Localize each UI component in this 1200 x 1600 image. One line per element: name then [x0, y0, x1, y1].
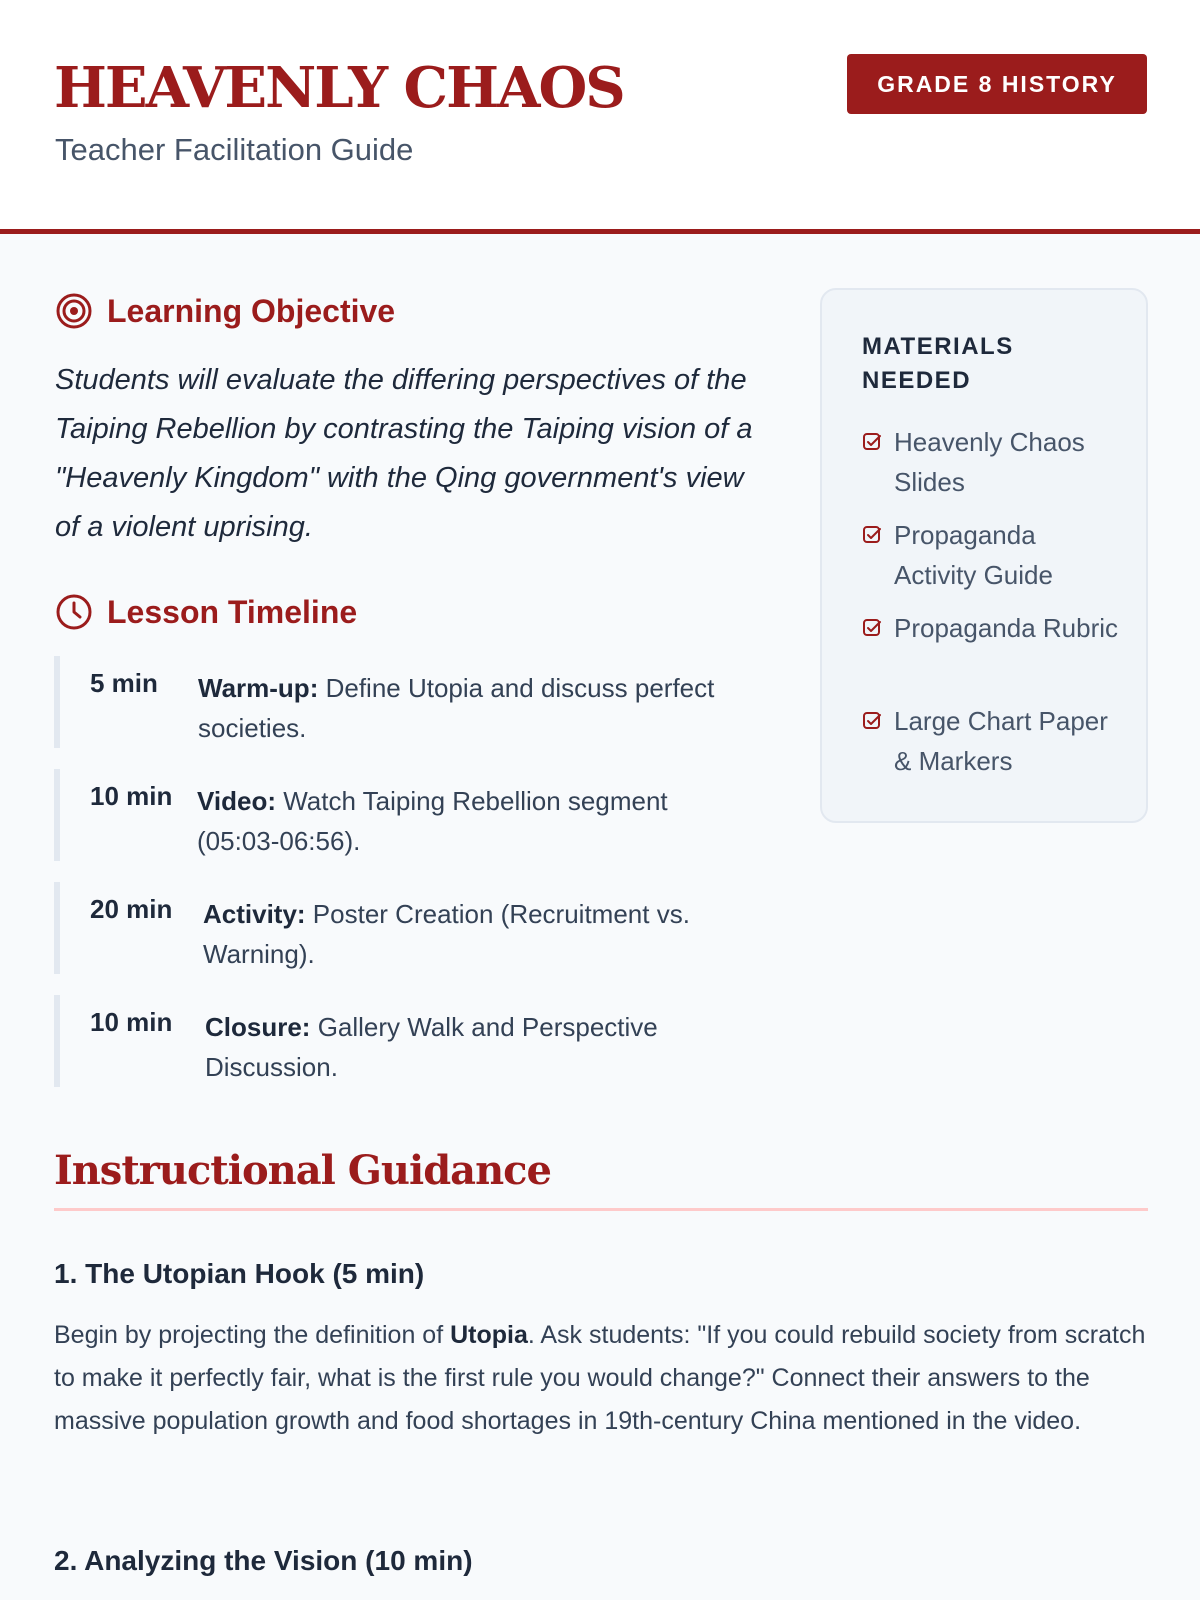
timeline-text: Define Utopia and discuss perfect societies.	[198, 673, 715, 743]
materials-heading: MATERIALS NEEDED	[862, 333, 1014, 394]
objective-heading-label: Learning Objective	[107, 292, 396, 329]
timeline-text: Watch Taiping Rebellion segment (05:03-06:56).	[197, 786, 668, 856]
materials-item-label: Propaganda Rubric	[894, 613, 1119, 643]
timeline-heading	[55, 593, 357, 631]
checkbox-icon	[862, 618, 882, 638]
timeline-label: Closure:	[205, 1012, 311, 1042]
materials-item-label: Heavenly Chaos Slides	[894, 427, 1085, 497]
materials-item-label: Large Chart Paper & Markers	[894, 706, 1108, 776]
guidance-divider	[54, 1208, 1148, 1211]
step-text-lead: Begin by projecting the definition of	[54, 1321, 451, 1349]
timeline-item	[54, 656, 774, 748]
materials-panel	[820, 288, 1148, 823]
step-text-term: Utopia	[450, 1321, 528, 1349]
materials-item	[862, 608, 1122, 648]
timeline-duration: 5 min	[90, 668, 158, 698]
timeline-description	[205, 1007, 725, 1087]
page-header	[0, 0, 1200, 234]
timeline-heading-label: Lesson Timeline	[107, 593, 358, 630]
materials-item	[862, 422, 1122, 502]
step-title: 2. Analyzing the Vision (10 min)	[54, 1545, 473, 1576]
timeline-text: Poster Creation (Recruitment vs. Warning).	[203, 899, 690, 969]
document-title: HEAVENLY CHAOS	[54, 55, 624, 121]
step-text-rest: . Ask students: "If you could rebuild society from scratch to make it perfectly fair, what is the first rule you would change?" Connect their answers to the massive population growth and food shortages in 19th-century China mentioned in the video.	[54, 1321, 1146, 1435]
checkbox-icon	[862, 432, 882, 452]
timeline-description	[198, 668, 778, 748]
timeline-text: Gallery Walk and Perspective Discussion.	[205, 1012, 658, 1082]
materials-item	[862, 515, 1122, 595]
timeline-item	[54, 769, 774, 861]
timeline-duration: 10 min	[90, 1007, 173, 1037]
timeline-item	[54, 882, 774, 974]
timeline-label: Video:	[197, 786, 276, 816]
timeline-label: Activity:	[203, 899, 306, 929]
step-text	[54, 1314, 1154, 1443]
document-subtitle: Teacher Facilitation Guide	[55, 132, 414, 167]
objective-text: Students will evaluate the differing perspectives of the Taiping Rebellion by contrasting the Taiping vision of a "Heavenly Kingdom" with the Qing government's view of a violent uprising.	[55, 364, 753, 543]
timeline-item	[54, 995, 774, 1087]
grade-badge: GRADE 8 HISTORY	[847, 54, 1147, 114]
timeline-label: Warm-up:	[198, 673, 319, 703]
timeline-description	[197, 781, 757, 861]
step-title: 1. The Utopian Hook (5 min)	[54, 1258, 425, 1289]
target-icon	[55, 292, 93, 330]
timeline-duration: 20 min	[90, 894, 173, 924]
checkbox-icon	[862, 525, 882, 545]
timeline-description	[203, 894, 763, 974]
materials-item	[862, 701, 1122, 781]
timeline-duration: 10 min	[90, 781, 173, 811]
guidance-heading: Instructional Guidance	[54, 1147, 551, 1194]
materials-item-label: Propaganda Activity Guide	[894, 520, 1053, 590]
clock-icon	[55, 593, 93, 631]
checkbox-icon	[862, 711, 882, 731]
objective-heading	[55, 292, 395, 330]
